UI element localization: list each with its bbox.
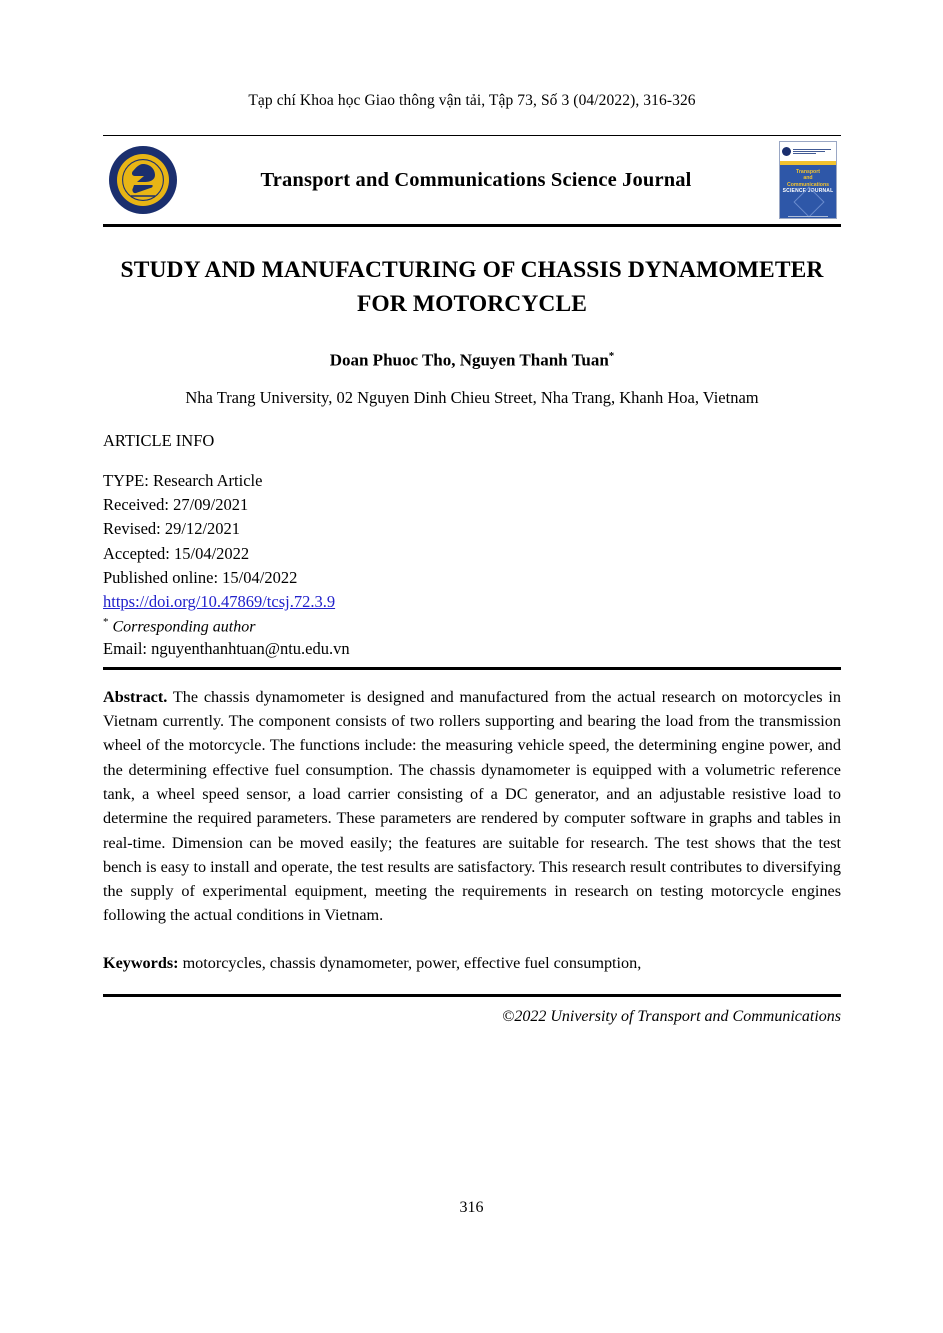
info-type: TYPE: Research Article (103, 470, 263, 490)
keywords-text: motorcycles, chassis dynamometer, power, effective fuel consumption, (182, 953, 642, 972)
abstract-top-rule (103, 667, 841, 670)
cover-logo-icon (782, 147, 791, 156)
seal-emblem-icon (122, 159, 164, 201)
article-info-list (103, 469, 841, 615)
cover-header-text-lines (793, 149, 834, 154)
info-revised: Revised: 29/12/2021 (103, 519, 241, 539)
corresponding-email: Email: nguyenthanhtuan@ntu.edu.vn (103, 638, 350, 658)
seal-inner-disc (117, 154, 169, 206)
journal-cover-thumbnail (779, 141, 837, 219)
corresponding-author-note (103, 616, 841, 636)
cover-line-4: SCIENCE JOURNAL (782, 188, 834, 195)
corresponding-marker: * (103, 616, 109, 629)
cover-line-3: Communications (786, 181, 830, 188)
cover-body (780, 165, 836, 219)
abstract-label: Abstract. (103, 687, 168, 706)
cover-footer-rule (788, 216, 828, 217)
doi-link[interactable]: https://doi.org/10.47869/tcsj.72.3.9 (103, 592, 336, 612)
cover-container (769, 141, 841, 219)
author-names: Doan Phuoc Tho, Nguyen Thanh Tuan (329, 350, 609, 370)
author-footnote-marker: * (608, 350, 615, 362)
journal-title: Transport and Communications Science Journal (260, 168, 692, 191)
author-list (103, 350, 841, 371)
abstract-bottom-rule (103, 994, 841, 997)
copyright-notice: ©2022 University of Transport and Communications (502, 1007, 841, 1025)
article-info-heading: ARTICLE INFO (103, 430, 215, 450)
abstract-block (103, 685, 841, 928)
affiliation: Nha Trang University, 02 Nguyen Dinh Chieu Street, Nha Trang, Khanh Hoa, Vietnam (185, 387, 759, 407)
journal-masthead (103, 135, 841, 227)
logo-container (103, 146, 193, 214)
keywords-label: Keywords: (103, 953, 179, 972)
page-content (103, 0, 841, 1026)
article-title: STUDY AND MANUFACTURING OF CHASSIS DYNAMOMETER FOR MOTORCYCLE (120, 257, 824, 317)
cover-line-1: Transport (796, 169, 820, 175)
keywords-block (103, 951, 841, 975)
info-published-online: Published online: 15/04/2022 (103, 567, 298, 587)
running-head: Tạp chí Khoa học Giao thông vận tải, Tập 73, Số 3 (04/2022), 316-326 (248, 92, 696, 109)
page-number: 316 (459, 1199, 484, 1216)
info-accepted: Accepted: 15/04/2022 (103, 543, 250, 563)
cover-line-2: and (803, 175, 813, 182)
abstract-text: The chassis dynamometer is designed and manufactured from the actual research on motorcycles in Vietnam currently. The component consists of two rollers supporting and bearing the load from the transmission wheel of the motorcycle. The functions include: the measuring vehicle speed, the determining engine power, and the determining effective fuel consumption. The chassis dynamometer is equipped with a volumetric reference tank, a wheel speed sensor, a load carrier consisting of a DC generator, and an adjustable resistive load to determine the required parameters. These parameters are rendered by computer software in graphs and tables in real-time. Dimension can be moved easily; the features are suitable for research. The test shows that the test bench is easy to install and operate, the test results are satisfactory. This research result contributes to diversifying the supply of experimental equipment, meeting the requirements in research on testing motorcycle engines following the actual conditions in Vietnam. (103, 687, 841, 925)
university-seal-icon (109, 146, 177, 214)
corresponding-author-label: Corresponding author (112, 618, 256, 636)
cover-header-strip (780, 142, 836, 161)
info-received: Received: 27/09/2021 (103, 494, 249, 514)
